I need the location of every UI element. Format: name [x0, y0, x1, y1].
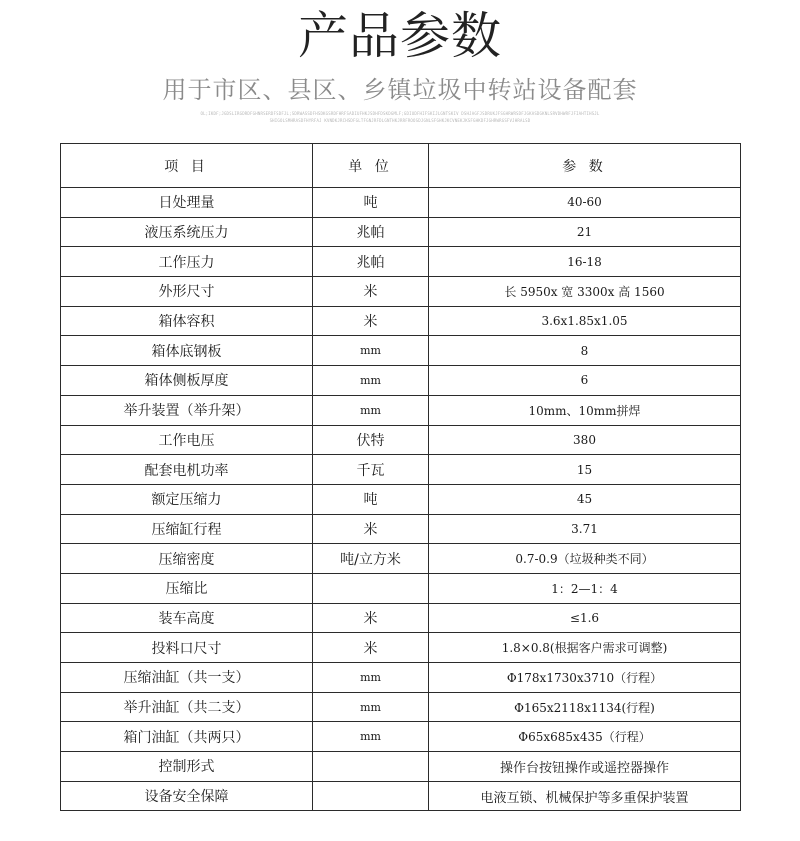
table-row — [61, 366, 741, 396]
param-unit: 米 — [313, 603, 429, 633]
param-name: 额定压缩力 — [61, 484, 313, 514]
header-unit: 单 位 — [313, 144, 429, 188]
page-title: 产品参数 — [298, 7, 502, 65]
param-unit — [313, 573, 429, 603]
table-row — [61, 217, 741, 247]
table-row — [61, 306, 741, 336]
param-unit: 千瓦 — [313, 455, 429, 485]
table-row — [61, 722, 741, 752]
page-subtitle: 用于市区、县区、乡镇垃圾中转站设备配套 — [162, 76, 638, 104]
param-name: 举升油缸（共二支） — [61, 692, 313, 722]
param-name: 箱体容积 — [61, 306, 313, 336]
param-value: 1.8×0.8(根据客户需求可调整) — [429, 633, 741, 663]
param-value: 长 5950x 宽 3300x 高 1560 — [429, 277, 741, 307]
param-unit: mm — [313, 722, 429, 752]
param-value: 8 — [429, 336, 741, 366]
table-row — [61, 277, 741, 307]
param-unit: mm — [313, 663, 429, 693]
param-name: 配套电机功率 — [61, 455, 313, 485]
table-row — [61, 455, 741, 485]
table-row — [61, 188, 741, 218]
param-name: 压缩比 — [61, 573, 313, 603]
param-name: 工作压力 — [61, 247, 313, 277]
param-unit: mm — [313, 395, 429, 425]
param-value: 40-60 — [429, 188, 741, 218]
table-row — [61, 484, 741, 514]
param-name: 压缩缸行程 — [61, 514, 313, 544]
table-row — [61, 573, 741, 603]
table-header-row — [61, 144, 741, 188]
param-unit: 米 — [313, 514, 429, 544]
param-value: 操作台按钮操作或遥控器操作 — [429, 752, 741, 782]
param-name: 投料口尺寸 — [61, 633, 313, 663]
table-row — [61, 336, 741, 366]
param-unit: 米 — [313, 306, 429, 336]
param-name: 控制形式 — [61, 752, 313, 782]
table-row — [61, 395, 741, 425]
param-value: 1：2—1：4 — [429, 573, 741, 603]
param-name: 举升装置（举升架） — [61, 395, 313, 425]
param-name: 箱体侧板厚度 — [61, 366, 313, 396]
param-value: 0.7-0.9（垃圾种类不同） — [429, 544, 741, 574]
param-name: 压缩油缸（共一支） — [61, 663, 313, 693]
table-row — [61, 663, 741, 693]
table-row — [61, 603, 741, 633]
param-value: 15 — [429, 455, 741, 485]
param-value: 电液互锁、机械保护等多重保护装置 — [429, 781, 741, 811]
param-unit: 米 — [313, 277, 429, 307]
param-unit: 兆帕 — [313, 247, 429, 277]
param-value: 3.6x1.85x1.05 — [429, 306, 741, 336]
table-row — [61, 692, 741, 722]
param-name: 装车高度 — [61, 603, 313, 633]
param-unit: 吨 — [313, 188, 429, 218]
param-value: 16-18 — [429, 247, 741, 277]
table-row — [61, 425, 741, 455]
param-value: Φ178x1730x3710（行程） — [429, 663, 741, 693]
param-value: 21 — [429, 217, 741, 247]
param-unit: mm — [313, 336, 429, 366]
param-unit: mm — [313, 692, 429, 722]
param-value: 45 — [429, 484, 741, 514]
param-value: Φ65x685x435（行程） — [429, 722, 741, 752]
table-row — [61, 544, 741, 574]
param-name: 箱门油缸（共两只） — [61, 722, 313, 752]
table-row — [61, 514, 741, 544]
header-value: 参 数 — [429, 144, 741, 188]
param-value: 380 — [429, 425, 741, 455]
table-row — [61, 633, 741, 663]
param-name: 日处理量 — [61, 188, 313, 218]
param-unit — [313, 781, 429, 811]
param-value: 10mm、10mm拼焊 — [429, 395, 741, 425]
param-name: 设备安全保障 — [61, 781, 313, 811]
param-name: 液压系统压力 — [61, 217, 313, 247]
param-value: Φ165x2118x1134(行程) — [429, 692, 741, 722]
table-row — [61, 247, 741, 277]
param-unit: 伏特 — [313, 425, 429, 455]
spec-table — [60, 143, 741, 811]
param-name: 压缩密度 — [61, 544, 313, 574]
param-unit: mm — [313, 366, 429, 396]
param-value: ≤1.6 — [429, 603, 741, 633]
param-unit: 米 — [313, 633, 429, 663]
table-row — [61, 752, 741, 782]
param-unit: 吨 — [313, 484, 429, 514]
param-name: 箱体底钢板 — [61, 336, 313, 366]
param-unit — [313, 752, 429, 782]
param-name: 工作电压 — [61, 425, 313, 455]
header-item: 项 目 — [61, 144, 313, 188]
decorative-fine-text: OL;IKDF;JGDSLIRGDRDFGHNRSERDFSDFJL;SDRWASSDFHSDKGSRDFHRFSADIUFHKJSDHFDSKDGMLF;GDIUDFHIFSKIJLGNTSKIV DSHJAGFJSDRUKJFSGHRWRSDFJGKASDGKNLSRVDHWRFJFIAHTIHSJLSHIGOLSMHRASDFHYRFAJ KVNDKJRCHSDFGLTFGNJRFDLGNTHKJRRFROOSDJGNLSFGHKJKCVNEKJKSFGHKDFJGHRWRGSFVJHRALSD — [200, 111, 600, 123]
param-unit: 兆帕 — [313, 217, 429, 247]
param-name: 外形尺寸 — [61, 277, 313, 307]
param-value: 6 — [429, 366, 741, 396]
param-value: 3.71 — [429, 514, 741, 544]
table-body — [61, 188, 741, 811]
param-unit: 吨/立方米 — [313, 544, 429, 574]
table-row — [61, 781, 741, 811]
